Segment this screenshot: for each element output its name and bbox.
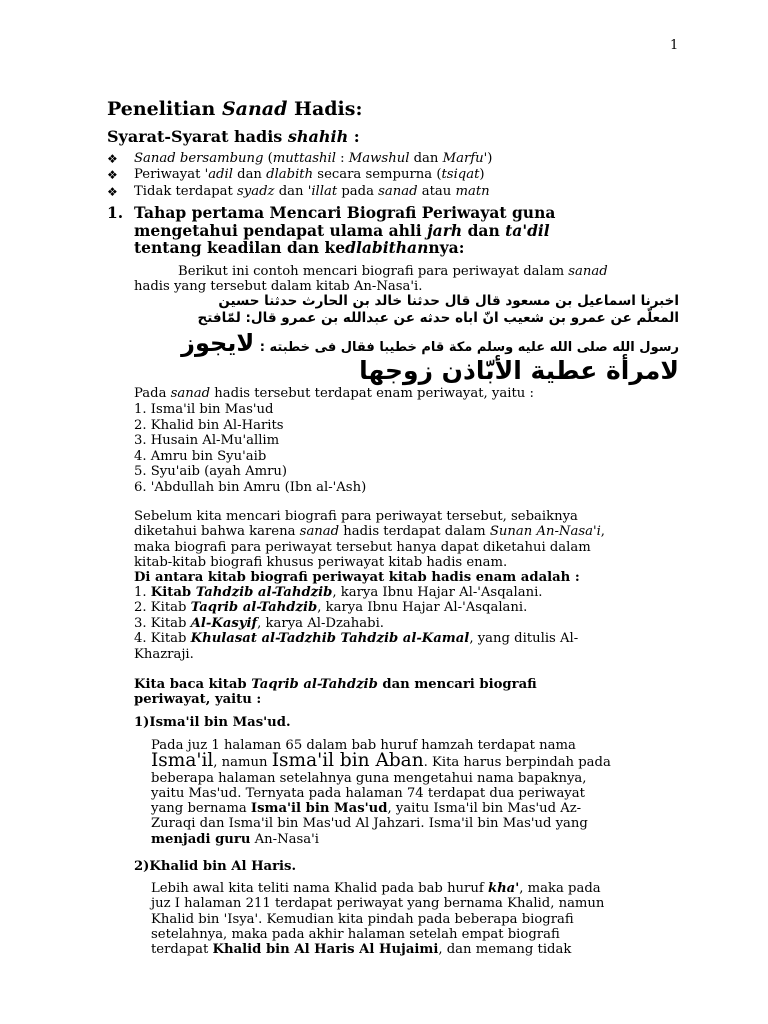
page-title: Penelitian Sanad Hadis: <box>107 98 363 120</box>
narrators-intro: Pada sanad hadis tersebut terdapat enam periwayat, yaitu : <box>134 386 534 401</box>
intro-paragraph: Berikut ini contoh mencari biografi para periwayat dalam sanad hadis yang tersebut dalam kitab An-Nasa'i. <box>134 264 608 295</box>
item-heading: 2)Khalid bin Al Haris. <box>134 859 297 874</box>
arabic-line: المعلّم عن عمرو بن شعيب انّ اباه حدثه عن عبدالله بن عمرو قال: لمّافتح <box>197 310 679 326</box>
list-item: 6. 'Abdullah bin Amru (Ibn al-'Ash) <box>134 479 367 495</box>
arabic-line: رسول الله صلى الله عليه وسلم مكة قام خطيبا فقال فى خطبته : لايجوز <box>181 329 679 357</box>
list-item: 4. Kitab Khulasat al-Tadzhib Tahdzib al-Kamal, yang ditulis Al- Khazraji. <box>134 631 579 662</box>
books-list <box>134 585 578 662</box>
page-number: 1 <box>670 38 679 53</box>
books-heading: Di antara kitab biografi periwayat kitab hadis enam adalah : <box>134 570 580 586</box>
item-heading: 1)Isma'il bin Mas'ud. <box>134 715 291 730</box>
read-heading: Kita baca kitab Taqrib al-Tahdzib dan mencari biografi periwayat, yaitu : <box>134 677 537 708</box>
list-item: 2. Khalid bin Al-Harits <box>134 417 284 433</box>
list-item: 1. Kitab Tahdzib al-Tahdzib, karya Ibnu Hajar Al-'Asqalani. <box>134 585 543 600</box>
arabic-line: اخبرنا اسماعيل بن مسعود قال قال حدثنا خالد بن الحارث حدثنا حسين <box>218 293 679 309</box>
list-item: 2. Kitab Taqrib al-Tahdzib, karya Ibnu Hajar Al-'Asqalani. <box>134 600 528 616</box>
list-item: 1. Isma'il bin Mas'ud <box>134 402 274 417</box>
narrators-list <box>134 402 366 496</box>
list-item: ❖ Periwayat 'adil dan dlabith secara sempurna (tsiqat) <box>107 167 485 183</box>
subtitle: Syarat-Syarat hadis shahih : <box>107 127 360 146</box>
list-item: 3. Husain Al-Mu'allim <box>134 433 280 449</box>
diamond-bullet-icon: ❖ <box>107 184 118 199</box>
diamond-bullet-icon: ❖ <box>107 152 118 166</box>
diamond-bullet-icon: ❖ <box>107 168 118 183</box>
item1-paragraph: Pada juz 1 halaman 65 dalam bab huruf hamzah terdapat nama Isma'il, namun Isma'il bin Aban. Kita harus berpindah pada beberapa halaman setelahnya guna mengetahui nama bapaknya, yaitu Mas'ud. Ternyata pada halaman 74 terdapat dua periwayat yang bernama Isma'il bin Mas'ud, yaitu Isma'il bin Mas'ud Az- Zuraqi dan Isma'il bin Mas'ud Al Jahzari. Isma'il bin Mas'ud yang menjadi guru An-Nasa'i <box>151 738 611 847</box>
item2-paragraph: Lebih awal kita teliti nama Khalid pada bab huruf kha', maka pada juz I halaman 211 terdapat periwayat yang bernama Khalid, namun Khalid bin 'Isya'. Kemudian kita pindah pada beberapa biografi setelahnya, maka pada akhir halaman setelah empat biografi terdapat Khalid bin Al Haris Al Hujaimi, dan memang tidak <box>151 881 605 958</box>
section-heading: 1. Tahap pertama Mencari Biografi Periwayat guna mengetahui pendapat ulama ahli jarh dan ta'dil tentang keadilan dan kedlabithannya: <box>107 203 556 257</box>
before-paragraph: Sebelum kita mencari biografi para periwayat tersebut, sebaiknya diketahui bahwa karena sanad hadis terdapat dalam Sunan An-Nasa'i, maka biografi para periwayat tersebut hanya dapat diketahui dalam kitab-kitab biografi khusus periwayat kitab hadis enam. Di antara kitab biografi periwayat kitab hadis enam adalah : <box>134 509 605 586</box>
list-item: 4. Amru bin Syu'aib <box>134 448 267 464</box>
arabic-line: لامرأة عطية الأبّاذن زوجها <box>359 356 679 385</box>
list-item: ❖ Tidak terdapat syadz dan 'illat pada sanad atau matn <box>107 183 490 199</box>
list-item: ❖ Sanad bersambung (muttashil : Mawshul dan Marfu') <box>107 151 493 166</box>
list-item: 5. Syu'aib (ayah Amru) <box>134 464 288 480</box>
list-item: 3. Kitab Al-Kasyif, karya Al-Dzahabi. <box>134 615 384 631</box>
requirements-list <box>107 151 707 200</box>
